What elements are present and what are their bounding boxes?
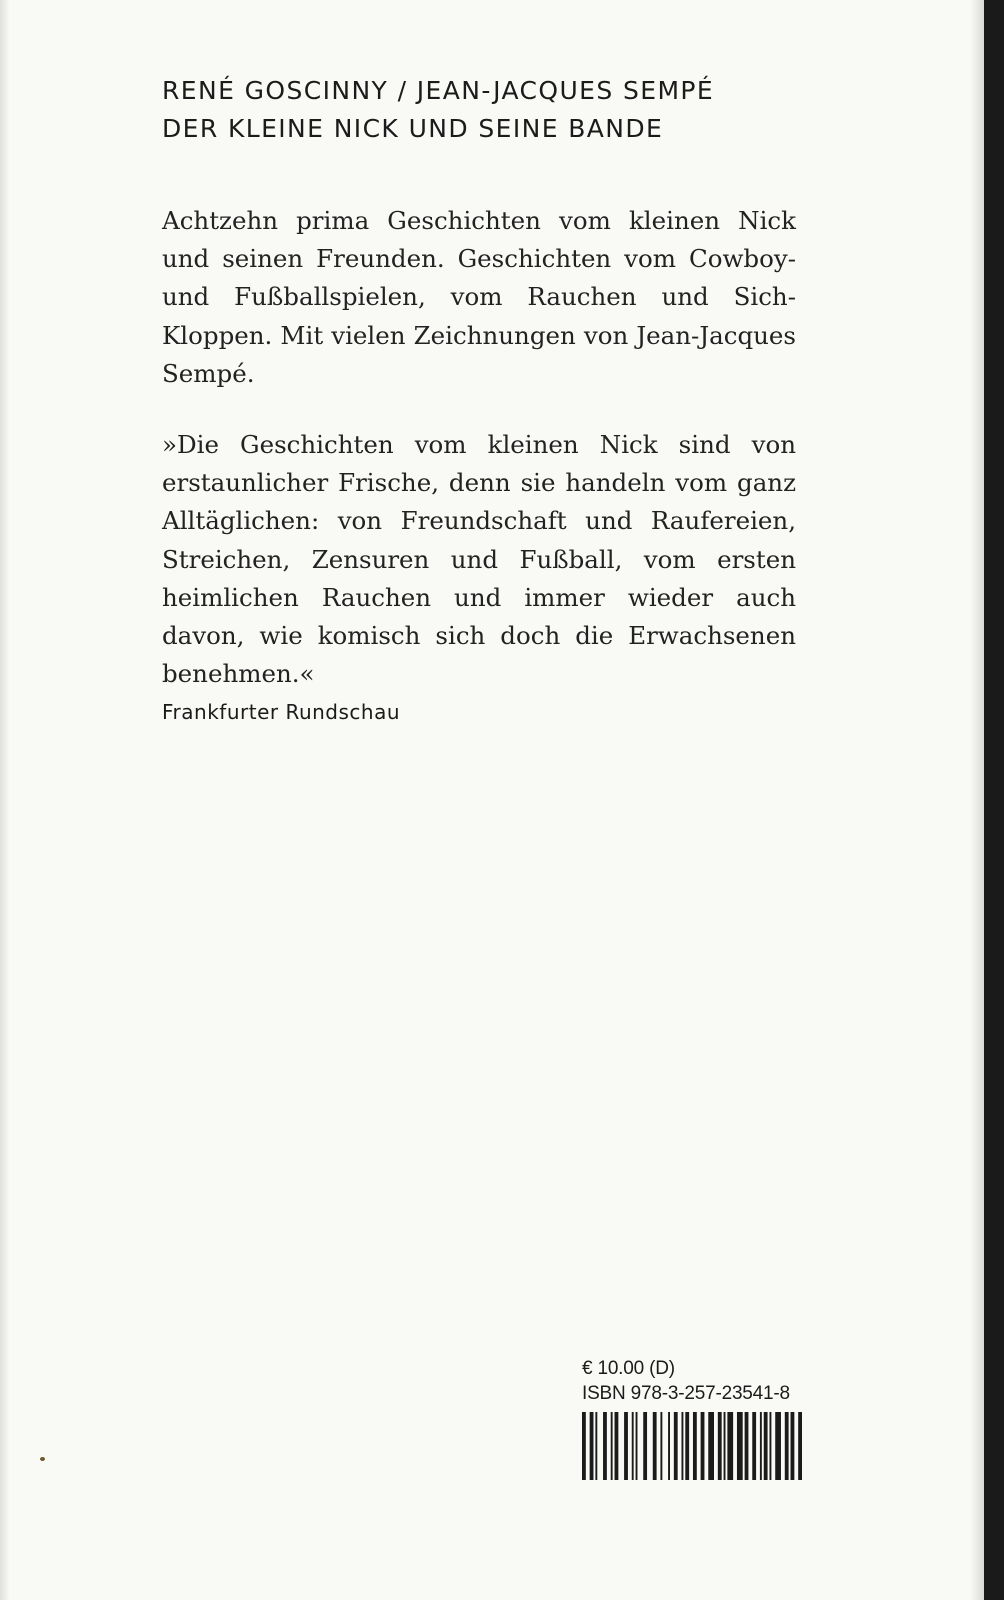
barcode-bar [798,1412,802,1480]
barcode-bar [653,1412,657,1480]
barcode-bar [660,1412,662,1480]
barcode-bar [590,1412,594,1480]
authors-line: RENÉ GOSCINNY / JEAN-JACQUES SEMPÉ [162,76,715,105]
isbn-label: ISBN 978-3-257-23541-8 [582,1383,790,1404]
barcode-bar [636,1412,638,1480]
barcode-bar [681,1412,683,1480]
barcode-bar [611,1412,613,1480]
barcode-bar [674,1412,678,1480]
barcode-bar [727,1412,733,1480]
barcode-bar [632,1412,634,1480]
right-edge-shadow [970,0,984,1600]
barcode-bar [595,1412,597,1480]
book-title: DER KLEINE NICK UND SEINE BANDE [162,114,664,143]
barcode-bar [624,1412,628,1480]
cover-header [162,72,714,148]
barcode-bar [745,1412,749,1480]
barcode-bar [615,1412,619,1480]
review-quote: »Die Geschichten vom kleinen Nick sind von erstaunlicher Frische, denn sie handeln vom ganz Alltäglichen: von Freundschaft und Raufereien, Streichen, Zensuren und Fußball, vom ersten heimlichen Rauchen und immer wieder auch davon, wie komisch sich doch die Erwachsenen benehmen.« [162,430,796,689]
barcode-bar [668,1412,670,1480]
barcode-bar [701,1412,705,1480]
barcode-bar [724,1412,726,1480]
price-block [582,1356,790,1406]
barcode-bar [760,1412,762,1480]
blurb-paragraph: Achtzehn prima Geschichten vom kleinen Nick und seinen Freunden. Geschichten vom Cowboy- und Fußballspielen, vom Rauchen und Sich-Kloppen. Mit vielen Zeichnungen von Jean-Jacques Sempé. [162,206,796,388]
barcode-bar [708,1412,714,1480]
barcode-bar [582,1412,586,1480]
barcode-bar [693,1412,697,1480]
barcode-bar [791,1412,795,1480]
price-label: € 10.00 (D) [582,1358,675,1379]
barcode-bar [643,1412,647,1480]
barcode-bar [785,1412,789,1480]
barcode-bar [685,1412,689,1480]
barcode-bar [775,1412,781,1480]
barcode-bar [752,1412,756,1480]
isbn-barcode [582,1412,802,1480]
quote-source: Frankfurter Rundschau [162,700,401,724]
barcode-bar [764,1412,768,1480]
barcode-bar [718,1412,722,1480]
barcode-bar [769,1412,771,1480]
paper-speck [40,1457,45,1461]
barcode-bar [603,1412,607,1480]
left-edge-shadow [0,0,10,1600]
barcode-bar [737,1412,743,1480]
